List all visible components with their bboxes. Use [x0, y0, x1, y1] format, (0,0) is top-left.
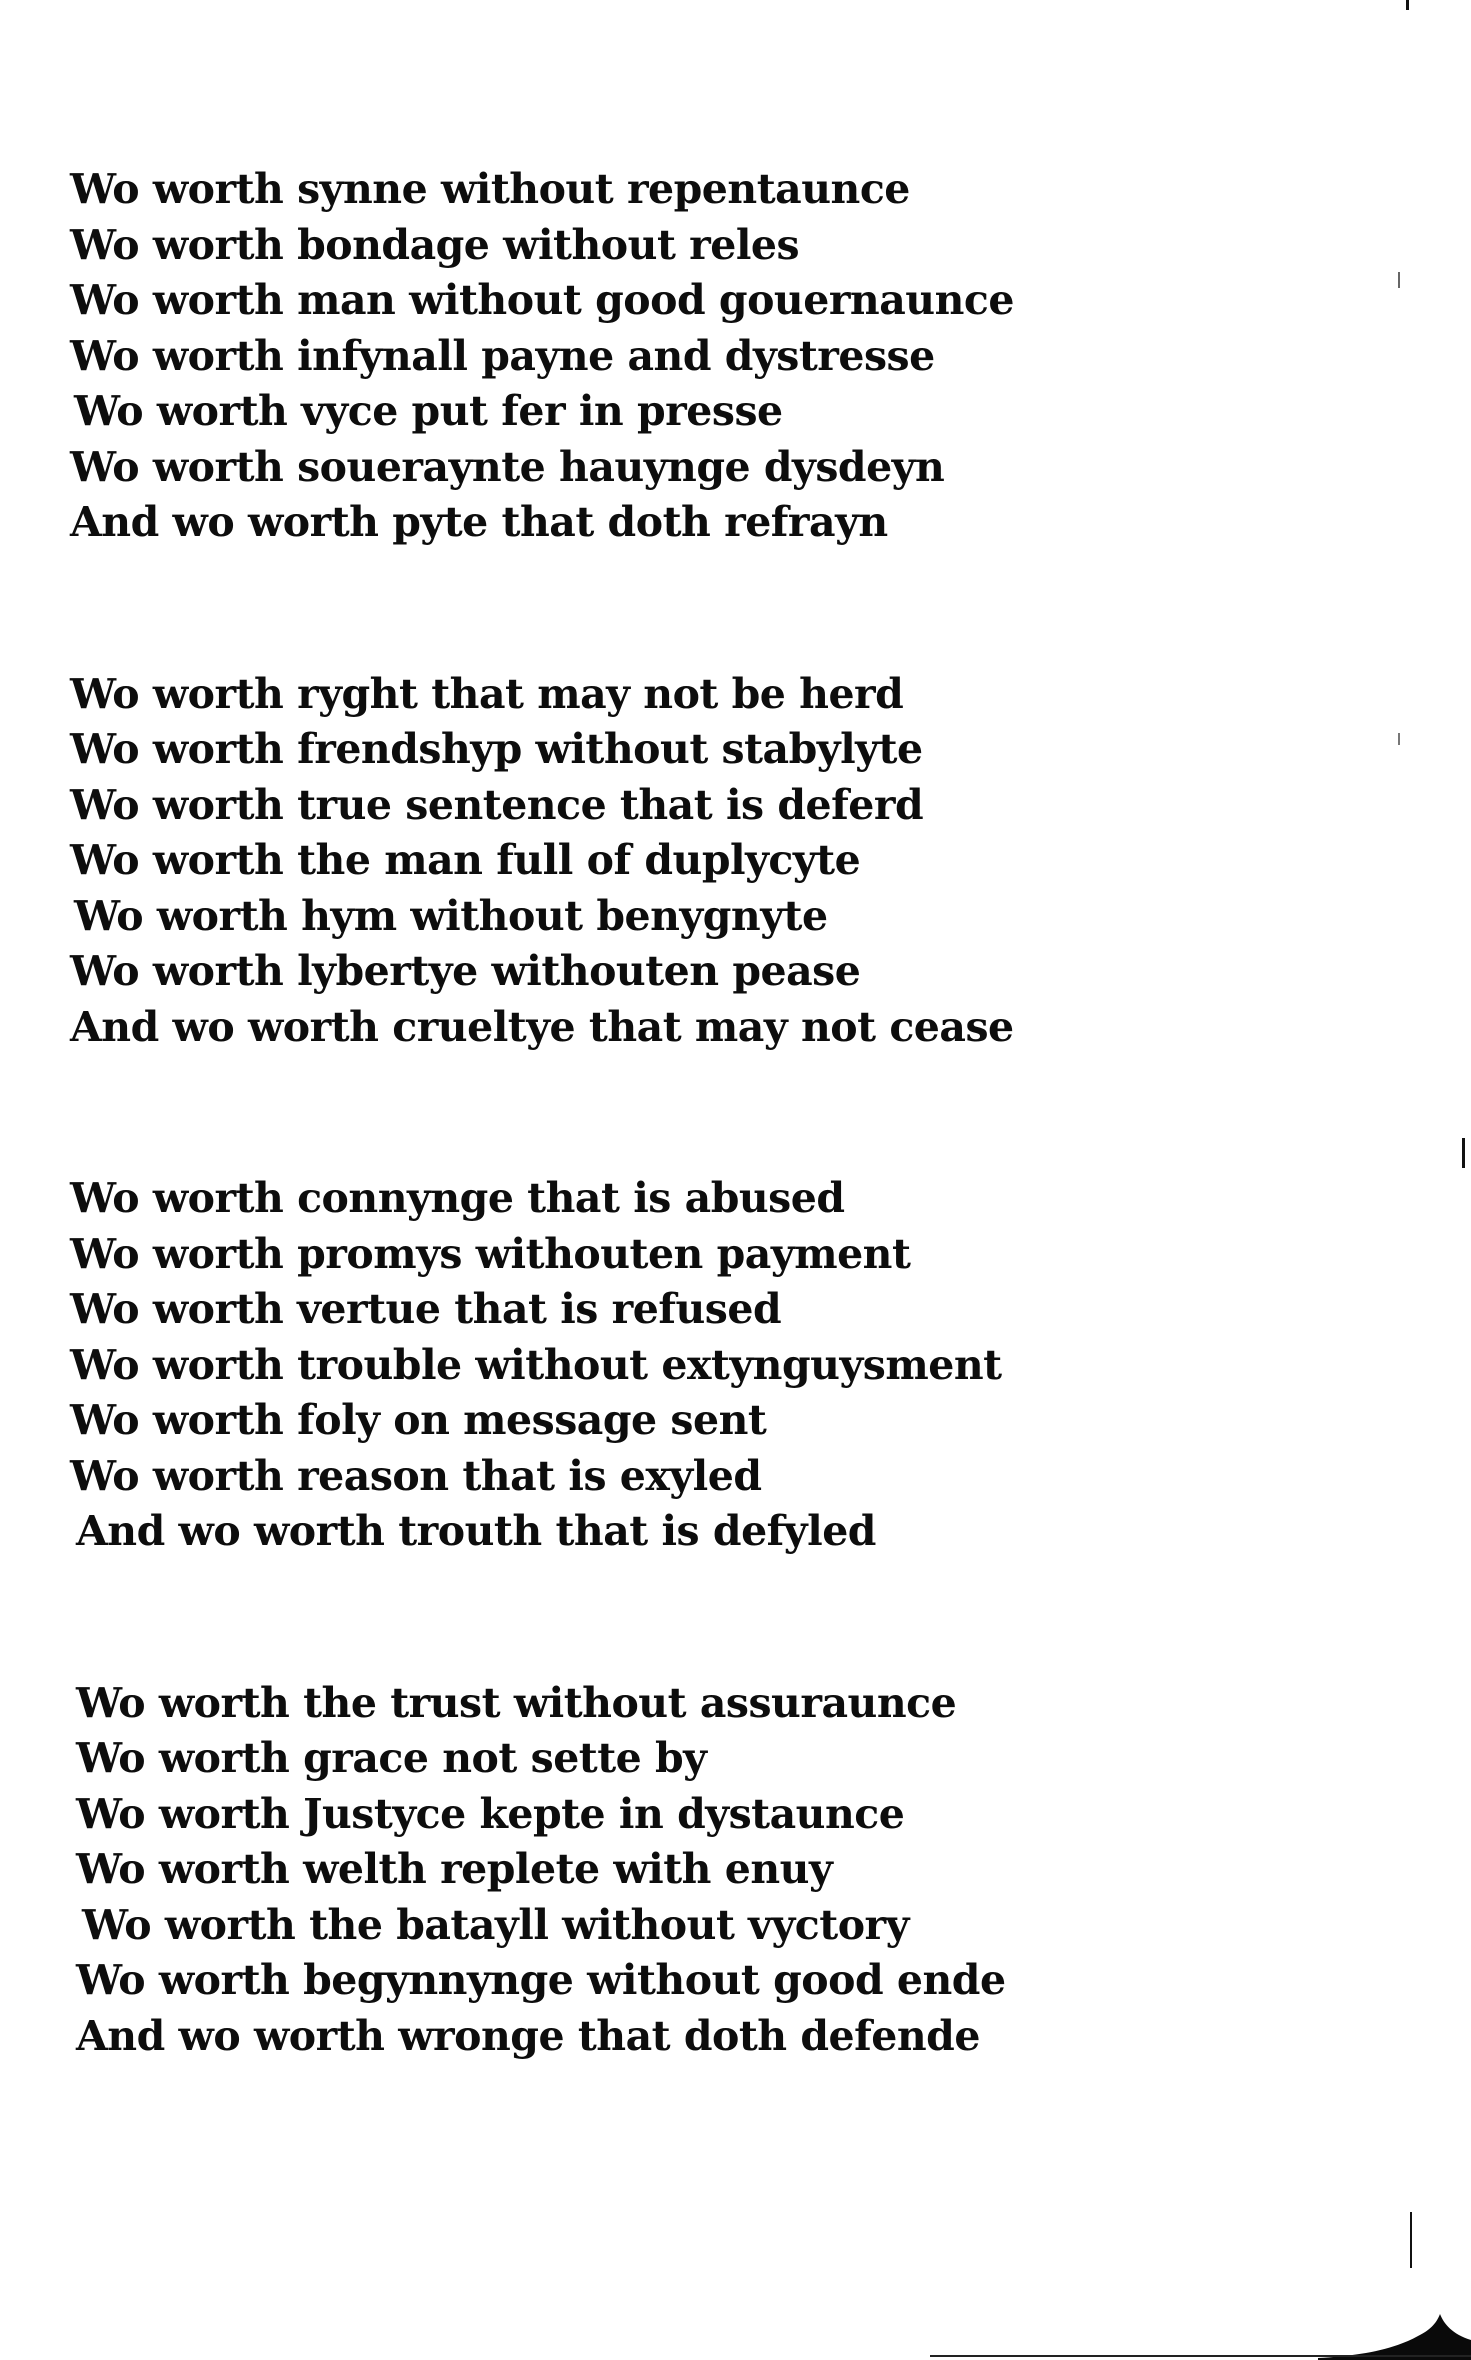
poem-line: Wo worth ryght that may not be herd [70, 669, 904, 718]
poem-line: Wo worth vyce put fer in presse [74, 387, 783, 435]
poem-line: And wo worth pyte that doth refrayn [70, 498, 888, 546]
poem-line: Wo worth lybertye withouten pease [70, 947, 861, 995]
stanza-4 [70, 1676, 1070, 2065]
page-edge-line [930, 2355, 1471, 2357]
stanza-3 [70, 1171, 1070, 1560]
stanza-1 [70, 162, 1070, 551]
poem-line: Wo worth promys withouten payment [70, 1229, 911, 1278]
poem-line: Wo worth foly on message sent [70, 1396, 767, 1444]
scan-artifact [1410, 2212, 1412, 2268]
page-corner-curl [1318, 2300, 1471, 2360]
scan-artifact [1406, 0, 1409, 10]
poem-line: And wo worth crueltye that may not cease [70, 1002, 1014, 1051]
stanza-2 [70, 667, 1070, 1056]
poem-line: Wo worth man without good gouernaunce [70, 276, 1014, 324]
poem-line: Wo worth the trust without assuraunce [76, 1678, 957, 1727]
poem-line: And wo worth wronge that doth defende [76, 2011, 980, 2060]
poem-line: Wo worth soueraynte hauynge dysdeyn [70, 442, 945, 491]
poem-line: Wo worth connynge that is abused [70, 1174, 845, 1222]
scan-artifact [1398, 733, 1400, 745]
scan-artifact [1398, 272, 1400, 288]
poem-line: Wo worth hym without benygnyte [74, 891, 828, 940]
poem-line: Wo worth the batayll without vyctory [82, 1900, 909, 1949]
poem-line: Wo worth vertue that is refused [70, 1285, 782, 1333]
poem-line: Wo worth bondage without reles [70, 220, 800, 269]
poem-line: And wo worth trouth that is defyled [76, 1507, 876, 1555]
poem-line: Wo worth synne without repentaunce [70, 165, 910, 213]
poem-line: Wo worth frendshyp without stabylyte [70, 725, 923, 773]
poem [70, 162, 1070, 2180]
poem-line: Wo worth grace not sette by [76, 1734, 707, 1782]
poem-line: Wo worth welth replete with enuy [76, 1845, 833, 1893]
poem-line: Wo worth trouble without extynguysment [70, 1340, 1002, 1389]
poem-line: Wo worth Justyce kepte in dystaunce [76, 1789, 905, 1838]
poem-line: Wo worth true sentence that is deferd [70, 780, 924, 829]
poem-line: Wo worth begynnynge without good ende [76, 1956, 1006, 2004]
poem-line: Wo worth the man full of duplycyte [70, 836, 861, 884]
poem-line: Wo worth reason that is exyled [70, 1451, 762, 1500]
poem-line: Wo worth infynall payne and dystresse [70, 331, 935, 380]
scan-artifact [1462, 1138, 1465, 1168]
